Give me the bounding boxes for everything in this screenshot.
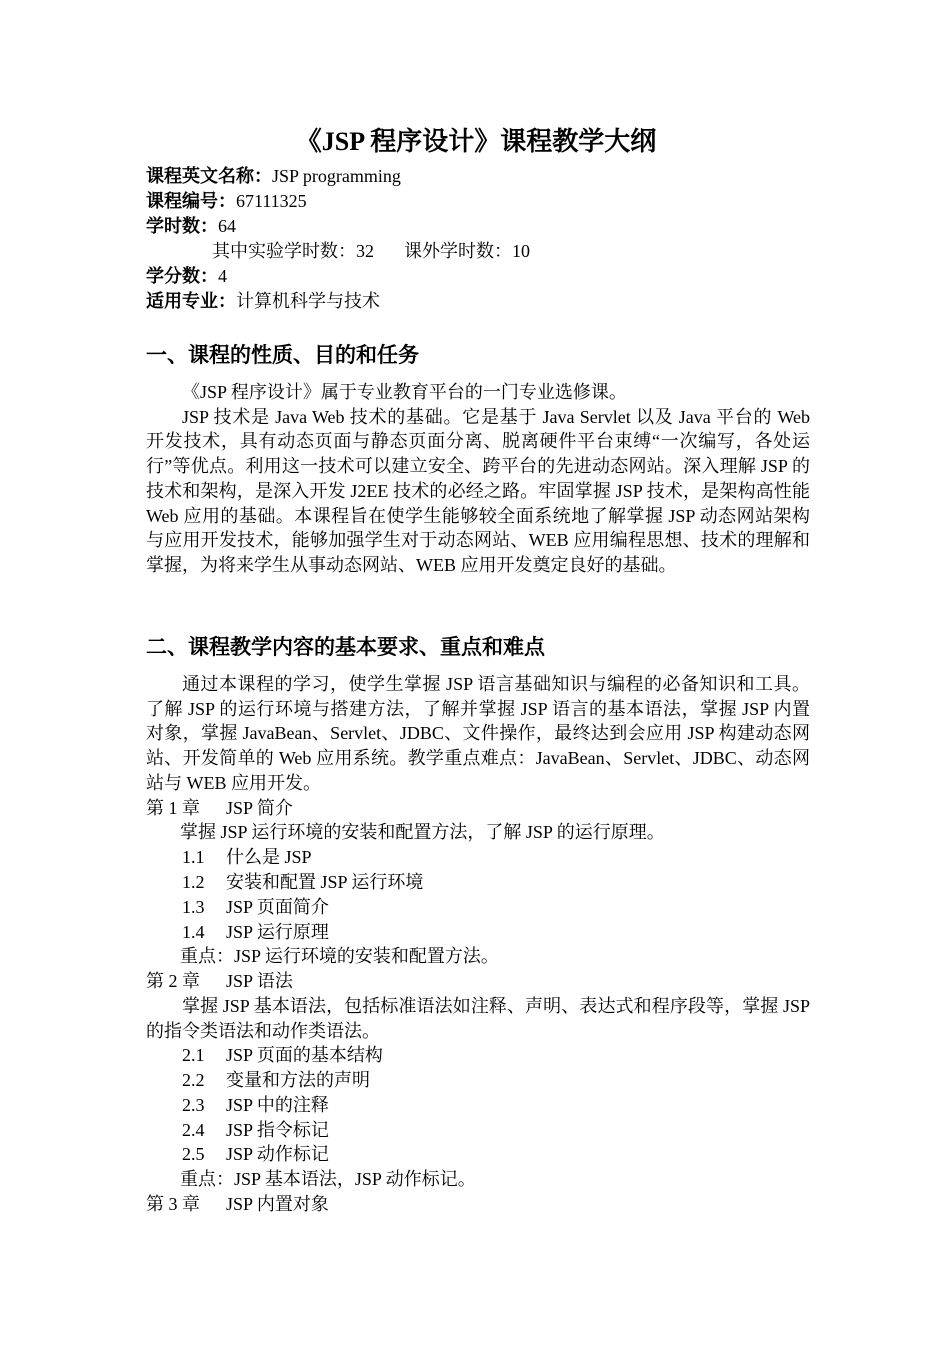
credits-value: 4 xyxy=(218,266,227,286)
course-info xyxy=(146,164,826,314)
item-number: 2.2 xyxy=(182,1070,205,1091)
english-name-value: JSP programming xyxy=(272,166,401,186)
item-text: 安装和配置 JSP 运行环境 xyxy=(226,871,424,892)
english-name-label: 课程英文名称： xyxy=(146,166,272,186)
chapter-2-item xyxy=(146,1142,810,1167)
chapter-2-key-points: 重点：JSP 基本语法，JSP 动作标记。 xyxy=(180,1169,476,1190)
major-value: 计算机科学与技术 xyxy=(236,291,380,311)
section2-body xyxy=(146,672,810,1217)
chapter-1-item xyxy=(146,870,810,895)
lab-hours-label: 其中实验学时数： xyxy=(212,241,356,261)
extra-hours-value: 10 xyxy=(512,241,530,261)
chapter-1-item xyxy=(146,920,810,945)
chapter-1-title xyxy=(146,796,810,821)
chapter-3-label: 第 3 章 xyxy=(146,1194,200,1215)
document-title: 《JSP 程序设计》课程教学大纲 xyxy=(295,127,657,156)
chapter-1-desc: 掌握 JSP 运行环境的安装和配置方法，了解 JSP 的运行原理。 xyxy=(180,822,665,843)
item-text: JSP 页面的基本结构 xyxy=(226,1045,383,1066)
section1-paragraph-2: JSP 技术是 Java Web 技术的基础。它是基于 Java Servlet 以及 Java 平台的 Web 开发技术，具有动态页面与静态页面分离、脱离硬件平台束缚“一次编写，各处运行”等优点。利用这一技术可以建立安全、跨平台的先进动态网站。深入理解 JSP 的技术和架构，是深入开发 J2EE 技术的必经之路。牢固掌握 JSP 技术，是架构高性能 Web 应用的基础。本课程旨在使学生能够较全面系统地了解掌握 JSP 动态网站架构与应用开发技术，能够加强学生对于动态网站、WEB 应用编程思想、技术的理解和掌握，为将来学生从事动态网站、WEB 应用开发奠定良好的基础。 xyxy=(146,406,810,575)
item-number: 1.1 xyxy=(182,847,205,868)
item-text: 什么是 JSP xyxy=(226,847,312,868)
course-code-label: 课程编号： xyxy=(146,191,236,211)
item-number: 1.3 xyxy=(182,896,205,917)
lab-hours-value: 32 xyxy=(356,241,374,261)
item-text: JSP 动作标记 xyxy=(226,1144,329,1165)
item-number: 1.4 xyxy=(182,921,205,942)
hours-value: 64 xyxy=(218,216,236,236)
chapter-1-item xyxy=(146,895,810,920)
item-number: 1.2 xyxy=(182,871,205,892)
item-number: 2.4 xyxy=(182,1119,205,1140)
hours-row xyxy=(146,214,826,239)
chapter-1-key-points: 重点：JSP 运行环境的安装和配置方法。 xyxy=(180,946,499,967)
item-text: JSP 运行原理 xyxy=(226,921,329,942)
chapter-2-item xyxy=(146,1093,810,1118)
item-number: 2.5 xyxy=(182,1144,205,1165)
chapter-2-item xyxy=(146,1118,810,1143)
item-text: JSP 页面简介 xyxy=(226,896,329,917)
item-number: 2.3 xyxy=(182,1094,205,1115)
section1-paragraph-1: 《JSP 程序设计》属于专业教育平台的一门专业选修课。 xyxy=(182,382,627,402)
chapter-2-item xyxy=(146,1068,810,1093)
chapter-2-item xyxy=(146,1043,810,1068)
chapter-1-item xyxy=(146,845,810,870)
chapter-2-name: JSP 语法 xyxy=(226,971,293,992)
major-label: 适用专业： xyxy=(146,291,236,311)
course-code-row xyxy=(146,189,826,214)
chapter-2-label: 第 2 章 xyxy=(146,971,200,992)
chapter-3-title xyxy=(146,1192,810,1217)
course-code-value: 67111325 xyxy=(236,191,307,211)
english-name-row xyxy=(146,164,826,189)
credits-row xyxy=(146,264,826,289)
section1-body xyxy=(146,380,810,578)
chapter-3-name: JSP 内置对象 xyxy=(226,1194,329,1215)
sub-hours-row xyxy=(146,239,826,264)
chapter-2-title xyxy=(146,969,810,994)
hours-label: 学时数： xyxy=(146,216,218,236)
item-number: 2.1 xyxy=(182,1045,205,1066)
major-row xyxy=(146,289,826,314)
item-text: JSP 指令标记 xyxy=(226,1119,329,1140)
section2-intro: 通过本课程的学习，使学生掌握 JSP 语言基础知识与编程的必备知识和工具。了解 JSP 的运行环境与搭建方法，了解并掌握 JSP 语言的基本语法，掌握 JSP 内置对象，掌握 JavaBean、Servlet、JDBC、文件操作，最终达到会应用 JSP 构建动态网站、开发简单的 Web 应用系统。教学重点难点：JavaBean、Servlet、JDBC、动态网站与 WEB 应用开发。 xyxy=(146,674,810,793)
section2-heading: 二、课程教学内容的基本要求、重点和难点 xyxy=(146,635,545,659)
chapter-1-label: 第 1 章 xyxy=(146,797,200,818)
extra-hours-label: 课外学时数： xyxy=(404,241,512,261)
chapter-1-name: JSP 简介 xyxy=(226,797,293,818)
item-text: 变量和方法的声明 xyxy=(226,1070,370,1091)
chapter-2-desc: 掌握 JSP 基本语法，包括标准语法如注释、声明、表达式和程序段等，掌握 JSP 的指令类语法和动作类语法。 xyxy=(146,995,810,1041)
section1-heading: 一、课程的性质、目的和任务 xyxy=(146,343,419,367)
credits-label: 学分数： xyxy=(146,266,218,286)
item-text: JSP 中的注释 xyxy=(226,1094,329,1115)
